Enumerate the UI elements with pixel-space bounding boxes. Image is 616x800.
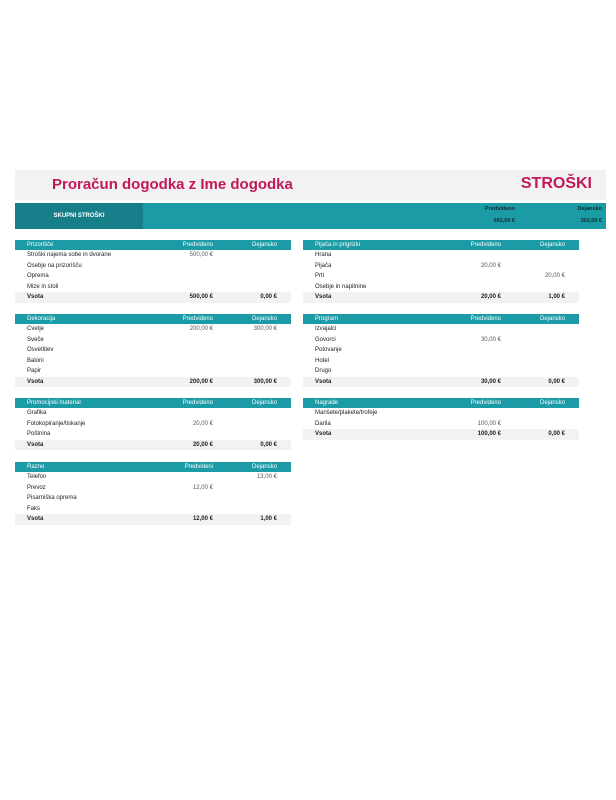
planned-value: 100,00 € xyxy=(477,420,501,427)
row-label: Hotel xyxy=(315,357,330,364)
table-title: Program xyxy=(315,316,339,322)
total-label: Vsota xyxy=(27,516,44,522)
total-actual-value: 0,00 € xyxy=(548,431,565,437)
total-row xyxy=(303,377,579,388)
total-row xyxy=(15,440,291,451)
table-row xyxy=(15,261,291,272)
table-header xyxy=(15,462,291,472)
row-label: Manšete/plakete/trofeje xyxy=(315,410,378,416)
total-label: Vsota xyxy=(315,378,332,385)
table-title: Nagrade xyxy=(315,400,339,406)
page-title: Proračun dogodka z Ime dogodka xyxy=(52,176,293,193)
total-planned-value: 12,00 € xyxy=(192,516,213,522)
table-title: Dekoracija xyxy=(27,316,56,322)
row-label: Cvetje xyxy=(27,326,45,332)
total-label: Vsota xyxy=(27,378,44,385)
row-label: Izvajalci xyxy=(315,326,337,332)
table-row xyxy=(303,356,579,367)
table-row xyxy=(15,366,291,377)
table-row xyxy=(15,324,291,335)
planned-column-header: Predvideno xyxy=(470,400,501,406)
total-label: Vsota xyxy=(315,294,332,300)
total-planned-value: 30,00 € xyxy=(480,378,501,385)
total-row xyxy=(303,429,579,440)
table-header xyxy=(15,240,291,250)
row-label: Faks xyxy=(27,505,41,512)
total-planned-value: 20,00 € xyxy=(192,441,213,448)
total-planned-value: 200,00 € xyxy=(189,378,213,385)
planned-column-header: Predvideni xyxy=(184,464,213,470)
total-actual-value: 1,00 € xyxy=(548,294,565,300)
table-row xyxy=(15,345,291,356)
title-bar xyxy=(15,170,606,200)
actual-column-header: Dejansko xyxy=(539,316,565,322)
table-row xyxy=(15,504,291,515)
table-row xyxy=(15,429,291,440)
actual-column-header: Dejansko xyxy=(251,400,277,406)
table-row xyxy=(15,419,291,430)
planned-column-header: Predvideno xyxy=(470,242,501,248)
table-header xyxy=(303,398,579,408)
actual-value: 20,00 € xyxy=(544,273,565,279)
row-label: Papir xyxy=(27,368,42,374)
total-actual-value: 0,00 € xyxy=(260,294,277,300)
total-row xyxy=(15,377,291,388)
planned-value: 500,00 € xyxy=(189,252,213,258)
actual-column-header: Dejansko xyxy=(539,400,565,406)
table-row xyxy=(303,366,579,377)
total-row xyxy=(303,292,579,303)
row-label: Hrana xyxy=(315,252,332,258)
table-header xyxy=(15,314,291,324)
planned-value: 200,00 € xyxy=(189,326,213,332)
table-title: Prizorišče xyxy=(27,242,54,248)
table-row xyxy=(303,345,579,356)
summary-planned-value: 692,00 € xyxy=(493,218,515,224)
table-title: Razno xyxy=(27,464,45,470)
table-row xyxy=(303,324,579,335)
table-misc xyxy=(15,462,291,525)
planned-value: 20,00 € xyxy=(192,420,213,427)
actual-column-header: Dejansko xyxy=(251,242,277,248)
table-row xyxy=(15,472,291,483)
table-row xyxy=(303,250,579,261)
table-row xyxy=(303,419,579,430)
table-row xyxy=(15,271,291,282)
summary-planned-header: Predvideno xyxy=(485,206,515,212)
table-header xyxy=(15,398,291,408)
table-program xyxy=(303,314,579,387)
table-decor xyxy=(15,314,291,387)
table-awards xyxy=(303,398,579,440)
actual-value: 300,00 € xyxy=(253,326,277,332)
table-row xyxy=(303,271,579,282)
planned-column-header: Predvideno xyxy=(470,316,501,322)
actual-column-header: Dejansko xyxy=(251,464,277,470)
total-row xyxy=(15,292,291,303)
row-label: Mize in stoli xyxy=(27,283,59,290)
total-label: Vsota xyxy=(315,431,332,437)
table-row xyxy=(15,335,291,346)
total-actual-value: 300,00 € xyxy=(253,378,277,385)
actual-column-header: Dejansko xyxy=(251,316,277,322)
row-label: Telefon xyxy=(27,474,47,480)
table-title: Pijača in prigrizki xyxy=(315,242,361,248)
planned-value: 30,00 € xyxy=(480,336,501,343)
table-row xyxy=(303,282,579,293)
total-row xyxy=(15,514,291,525)
row-label: Prti xyxy=(315,273,324,279)
total-costs-summary xyxy=(15,203,606,229)
row-label: Pijača xyxy=(315,262,332,269)
total-actual-value: 1,00 € xyxy=(260,516,277,522)
summary-actual-header: Dejansko xyxy=(577,206,602,212)
planned-column-header: Predvideno xyxy=(182,316,213,322)
total-costs-label: SKUPNI STROŠKI xyxy=(15,203,143,229)
row-label: Poštnina xyxy=(27,431,51,437)
total-planned-value: 20,00 € xyxy=(480,294,501,300)
table-promo xyxy=(15,398,291,450)
table-row xyxy=(15,408,291,419)
planned-value: 20,00 € xyxy=(480,262,501,269)
row-label: Govorci xyxy=(315,336,336,343)
table-header xyxy=(303,314,579,324)
table-row xyxy=(303,408,579,419)
table-row xyxy=(303,261,579,272)
total-actual-value: 0,00 € xyxy=(548,378,565,385)
table-row xyxy=(15,356,291,367)
table-row xyxy=(15,493,291,504)
table-header xyxy=(303,240,579,250)
table-venue xyxy=(15,240,291,303)
total-label: Vsota xyxy=(27,441,44,448)
section-title: STROŠKI xyxy=(520,175,592,192)
row-label: Baloni xyxy=(27,357,44,364)
row-label: Sveče xyxy=(27,336,44,343)
row-label: Osebje in napitnine xyxy=(315,283,367,290)
row-label: Osebje na prizorišču xyxy=(27,262,82,269)
row-label: Osvetlitev xyxy=(27,347,54,353)
table-row xyxy=(15,250,291,261)
row-label: Oprema xyxy=(27,273,49,279)
total-planned-value: 100,00 € xyxy=(477,431,501,437)
row-label: Grafika xyxy=(27,410,47,416)
row-label: Potovanje xyxy=(315,347,342,353)
total-planned-value: 500,00 € xyxy=(189,294,213,300)
planned-value: 12,00 € xyxy=(192,484,213,491)
table-title: Promocijski material xyxy=(27,400,81,406)
table-row xyxy=(15,282,291,293)
row-label: Darila xyxy=(315,420,331,427)
row-label: Fotokopiranje/tiskanje xyxy=(27,420,86,427)
row-label: Stroški najema sobe in dvorane xyxy=(27,252,112,258)
total-label: Vsota xyxy=(27,294,44,300)
row-label: Prevoz xyxy=(27,484,46,491)
total-actual-value: 0,00 € xyxy=(260,441,277,448)
summary-actual-value: 302,00 € xyxy=(580,218,602,224)
table-row xyxy=(303,335,579,346)
actual-value: 13,00 € xyxy=(256,474,277,480)
planned-column-header: Predvideno xyxy=(182,242,213,248)
row-label: Pisarniška oprema xyxy=(27,495,77,501)
table-row xyxy=(15,483,291,494)
actual-column-header: Dejansko xyxy=(539,242,565,248)
table-drinks xyxy=(303,240,579,303)
planned-column-header: Predvideno xyxy=(182,400,213,406)
row-label: Drugo xyxy=(315,368,332,374)
